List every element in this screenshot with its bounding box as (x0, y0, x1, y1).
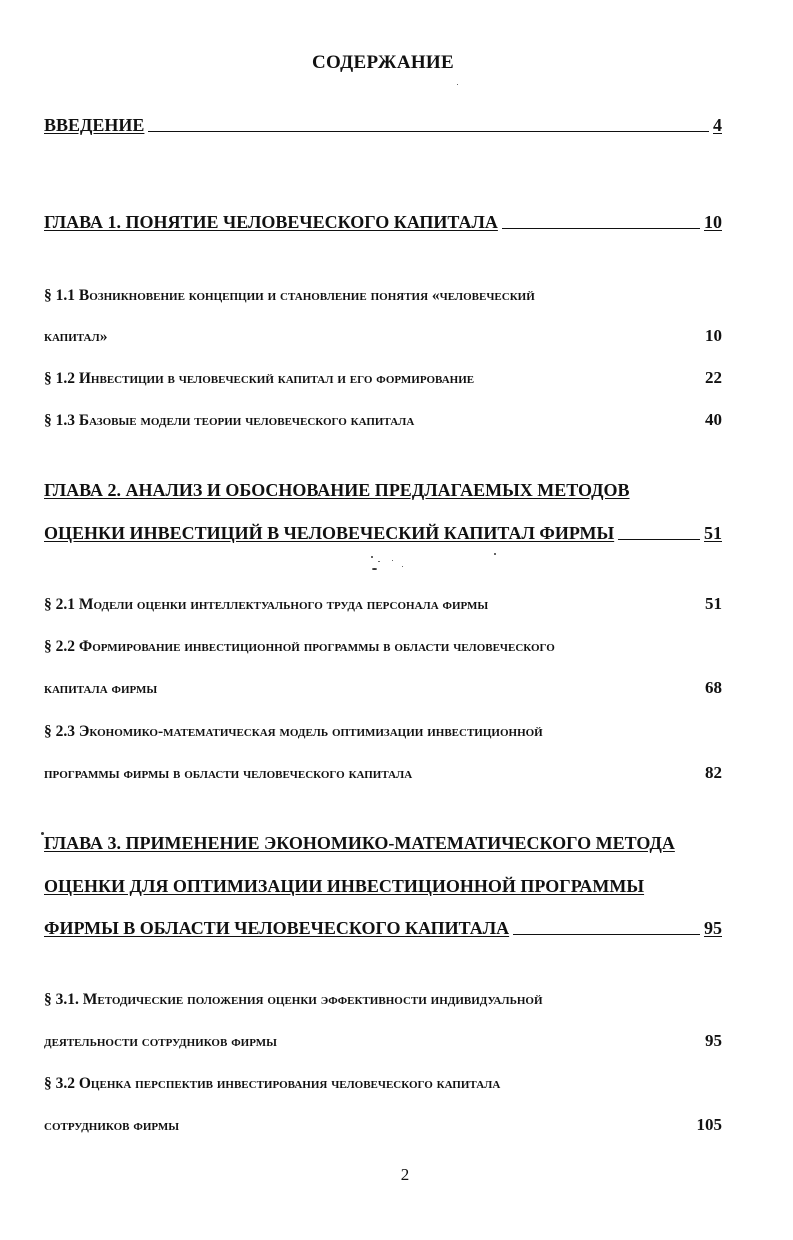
toc-entry-chapter-2[interactable] (44, 477, 722, 501)
scan-speck (402, 566, 403, 567)
toc-entry-page: 95 (704, 918, 722, 938)
toc-entry-page: 10 (704, 212, 722, 232)
toc-section-2-3-cont[interactable] (44, 761, 722, 783)
toc-section-label: капитала фирмы (44, 680, 158, 697)
toc-section-1-2[interactable] (44, 366, 722, 388)
toc-section-page: 95 (705, 1031, 722, 1050)
toc-section-2-1[interactable] (44, 592, 722, 614)
toc-section-3-1[interactable] (44, 987, 722, 1009)
toc-section-label: § 1.3 Базовые модели теории человеческого капитала (44, 412, 415, 429)
toc-entry-label: ГЛАВА 3. ПРИМЕНЕНИЕ ЭКОНОМИКО-МАТЕМАТИЧЕСКОГО МЕТОДА (44, 833, 675, 853)
toc-section-label: § 1.1 Возникновение концепции и становление понятия «человеческий (44, 287, 535, 304)
toc-entry-label: ГЛАВА 1. ПОНЯТИЕ ЧЕЛОВЕЧЕСКОГО КАПИТАЛА (44, 212, 498, 232)
toc-section-2-2[interactable] (44, 634, 722, 656)
toc-entry-chapter-3[interactable] (44, 830, 722, 854)
toc-section-label: программы фирмы в области человеческого капитала (44, 765, 413, 782)
leader-line (513, 934, 700, 935)
toc-section-1-1-cont[interactable] (44, 324, 722, 346)
toc-entry-chapter-3-cont[interactable] (44, 873, 722, 897)
toc-entry-label: ГЛАВА 2. АНАЛИЗ И ОБОСНОВАНИЕ ПРЕДЛАГАЕМЫХ МЕТОДОВ (44, 480, 630, 500)
toc-section-label: деятельности сотрудников фирмы (44, 1033, 277, 1050)
toc-section-label: § 3.2 Оценка перспектив инвестирования человеческого капитала (44, 1075, 501, 1092)
toc-section-1-3[interactable] (44, 408, 722, 430)
toc-section-1-1[interactable] (44, 283, 722, 305)
toc-section-3-1-cont[interactable] (44, 1029, 722, 1051)
leader-line (502, 228, 700, 229)
toc-section-2-2-cont[interactable] (44, 676, 722, 698)
toc-section-3-2[interactable] (44, 1071, 722, 1093)
toc-entry-intro[interactable] (44, 112, 722, 136)
toc-entry-chapter-2-cont[interactable] (44, 520, 722, 544)
toc-entry-chapter-1[interactable] (44, 209, 722, 233)
scan-speck (371, 556, 373, 558)
toc-entry-page: 51 (704, 523, 722, 543)
toc-section-3-2-cont[interactable] (44, 1113, 722, 1135)
scan-speck (457, 84, 458, 85)
toc-section-page: 22 (705, 368, 722, 387)
toc-section-label: § 3.1. Методические положения оценки эффективности индивидуальной (44, 991, 543, 1008)
scan-speck (41, 832, 44, 835)
toc-entry-label: ВВЕДЕНИЕ (44, 115, 145, 135)
scan-speck (378, 561, 380, 562)
toc-entry-chapter-3-cont2[interactable] (44, 915, 722, 939)
toc-title: СОДЕРЖАНИЕ (312, 52, 454, 73)
scan-speck (392, 560, 393, 561)
toc-section-label: капитал» (44, 328, 108, 345)
toc-section-label: § 2.3 Экономико-математическая модель оптимизации инвестиционной (44, 723, 543, 740)
toc-section-page: 10 (705, 326, 722, 345)
toc-section-page: 82 (705, 763, 722, 782)
toc-entry-page: 4 (713, 115, 722, 135)
scan-speck (372, 568, 377, 570)
page-number: 2 (400, 1165, 410, 1184)
scan-speck (494, 553, 496, 555)
toc-entry-label: ОЦЕНКИ ДЛЯ ОПТИМИЗАЦИИ ИНВЕСТИЦИОННОЙ ПРОГРАММЫ (44, 876, 645, 896)
toc-section-label: § 2.2 Формирование инвестиционной программы в области человеческого (44, 638, 555, 655)
toc-section-label: § 1.2 Инвестиции в человеческий капитал и его формирование (44, 370, 475, 387)
toc-section-page: 40 (705, 410, 722, 429)
toc-section-label: сотрудников фирмы (44, 1117, 180, 1134)
toc-section-label: § 2.1 Модели оценки интеллектуального труда персонала фирмы (44, 596, 489, 613)
toc-section-page: 105 (696, 1115, 722, 1134)
leader-line (148, 131, 709, 132)
toc-entry-label: ОЦЕНКИ ИНВЕСТИЦИЙ В ЧЕЛОВЕЧЕСКИЙ КАПИТАЛ ФИРМЫ (44, 523, 615, 543)
toc-entry-label: ФИРМЫ В ОБЛАСТИ ЧЕЛОВЕЧЕСКОГО КАПИТАЛА (44, 918, 510, 938)
toc-section-page: 68 (705, 678, 722, 697)
leader-line (618, 539, 700, 540)
toc-section-page: 51 (705, 594, 722, 613)
toc-section-2-3[interactable] (44, 719, 722, 741)
